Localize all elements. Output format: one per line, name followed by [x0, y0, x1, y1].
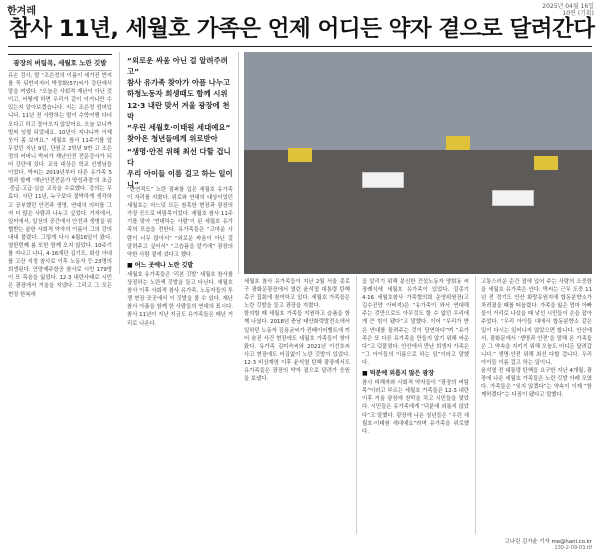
pull-quote: 참사 유가족 찾아가 아픔 나누고 [127, 78, 231, 87]
pull-quote-group-1 [127, 55, 235, 99]
pull-quote: 찾아온 청년들에게 위로받아 [127, 134, 218, 143]
article-column-2-text: “탄연적도” 노란 점퍼를 입은 세월호 유가족이 자리를 지켰다. 위로와 연대의 대상이었던 세월호는 어느덧 모든 참혹한 현장과 광장의 가장 곳으로 버팀목이었다. 세월호 참사 11주기를 맞아 ‘연대하는 사람’이 된 세월호 유가족의 모습을 전한다. 유가족들은 “고마운 사람이 너무 많아서” “외로운 싸움이 아닌 걸 알려주고 싶어서” “고슴픔을 알기에” 광장의 약한 사람 곁에 섰다고 했다. [127, 187, 233, 258]
pull-quote: “우린 세월호·이태원 세대예요” [127, 123, 231, 132]
subhead-yellow-flag: ■ 어느 곳에나 노란 깃발 [127, 261, 194, 269]
article-column-5 [481, 278, 592, 534]
pull-quote: 하청노동자 희생때도 함께 시위 [127, 89, 228, 98]
yellow-flag-icon [534, 156, 558, 170]
article-column-3 [244, 278, 350, 534]
pull-quote: “외로운 싸움 아닌 걸 알려주려고” [127, 56, 228, 76]
headline-rule [8, 46, 592, 47]
sidebar-kicker: 광장의 버팀목, 세월호 노란 깃발 [8, 54, 112, 71]
article-column-5-text-b: 윤석열 전 대통령 탄핵을 요구한 지난 4개월, 광장에 나온 세월호 가족들은 노란 깃발 아래 모였다. 가족들은 “잊지 않겠다”는 약속이 이제 “함께하겠다”는 다짐이 됐다고 말했다. [481, 368, 592, 399]
pull-quote: 12·3 내란 맞서 겨울 광장에 천막 [127, 101, 230, 121]
column-divider [475, 276, 476, 534]
masthead: 한겨레 [7, 6, 36, 17]
article-column-4-text: 을 알리기 위해 분신한 건설노동자 양회동 씨 장례식에 세월호 유가족이 있었다. 김종기 4·16 세월호참사 가족협의회 운영위원장(고 김수진양 아버지)은 “유가족이 와서 연대해 주는 것만으로도 아무것도 할 수 없던 우리에게 큰 힘이 됐다”고 말했다. 이어 “우리가 받은 연대를 돌려주는 것이 당연하다”며 “유가족은 또 다른 유가족을 만들지 않기 위해 싸운다”고 덧붙였다. 안산에서 만난 희생자 가족은 “그 아이들의 이름으로 하는 일”이라고 말했다. [362, 279, 469, 366]
article-column-3-text: 함의할 때 세월호 가족들 지원하고 슬픔을 함께 나눴다. 2018년 충남 태안화력발전소에서 일하던 노동자 김용균씨가 컨베이어벨트에 끼어 숨진 사건 현장에도 세월호 가족들이 찾아왔다. 유가족 김미숙씨와 2021년 이선호씨 사고 현장에도 어김없이 노란 깃발이 있었다. 12·3 비상계엄 이후 윤석열 탄핵 광장에서도 유가족들은 광장의 약자 곁으로 달려가 응원을 보냈다. [244, 311, 350, 383]
protest-sign [492, 190, 534, 206]
protest-sign [362, 172, 404, 188]
headline: 참사 11년, 세월호 가족은 언제 어디든 약자 곁으로 달려간다 [9, 16, 595, 42]
photo-sky [244, 52, 592, 154]
column-divider [356, 276, 357, 534]
article-column-4 [362, 278, 469, 534]
article-column-2-text-b: 세월호 유가족들은 ‘리본 깃발’ 세월호 참사를 상징하는 노란색 깃발을 들고 다닌다. 세월호 참사 이후 사회적 참사 유가족, 노동자들의 투쟁 현장 곳곳에서 이 깃발을 볼 수 있다. 재난 참사 아픔을 함께 한 사람들의 연대의 표시다. 참사 11년이 지난 지금도 유가족들은 매년 거리로 나온다. [127, 271, 233, 327]
yellow-flag-icon [288, 148, 312, 162]
article-column-1: 유손 검사, 딸 “조은정의 이름이 세가진 반지를 꼭 뒤반지지어 박정화(57)씨가 강단에서 말을 꺼냈다. “오늘은 사회적 재난이 아닌 것이고, 어떻게 하면 우리가 같이 이거니만 수 있는지 알아보겠습니다. 지는 조은정 엄마입니다. 11년 전 사랑하는 딸이 수학여행 다녀오다고 하고 돌아오지 않았어요. 오늘 보니까 벌써 임철 되었네요. 10년이 지나니까 이제 웃이 좀 보여요.” 세월호 참사 11주기를 앞두었던 지난 9일, 단원고 2학년 9반 고 조은정의 어머니 박씨가 재난안전 전문강사가 되어 강단에 섰다. 교육 대상은 학교 선생님들이었다. 박씨는 2019년부터 다른 유가족 5명과 함께 ‘재난안전전문가 양성과정’의 초급·중급·고급·실습 교육을 수료했다. 강의는 무료다. 사단 11년, 누구보다 절박하게 생각하고 공부했던 안전과 생명, 연대의 의미를 그저 더 많은 사람과 나누고 싶었다. 거처에서, 일터에서, 일상의 공간에서 안전과 생명을 위협받는 숱한 사회적 약자의 이름이 그의 강의 내내 불렸다. 그렇게 다시 4월16일이 왔다. 열한번째 봄 또한 함께 오지 않았다. 10주기를 지나고 나니, 4·16재단 김기도, 화상 아내를 고잔 지정 참사로 이후 노동자 등 23명의 희생된다. 안양제주항공 참사로 시민 179명이 또 목숨을 잃었다. 12·3 내란사태로 시민은 광장에서 거울을 지냈다. 그리고 그 모든 현장 한복에 [8, 73, 112, 298]
file-code: 130-2-09-03.tif [554, 545, 592, 551]
column-divider [119, 52, 120, 274]
issue-date: 2025년 04월 16일 [542, 3, 594, 10]
article-column-2 [127, 186, 233, 534]
pull-quote-group-2 [127, 100, 235, 144]
subhead-plaza: ■ 덕분에 외롭지 않은 광장 [362, 370, 434, 378]
article-column-4-text-b: 참사 피해자와 사회적 약자들이 “광장의 버팀목”이라고 부르는 세월호 가족들은 12·3 내란 이후 겨울 광장에 천막을 치고 시민들을 맞았다. 시민들은 유가족에게 “덕분에 외롭지 않았다”고 말했다. 광장에 나온 청년들은 “우린 세월호·이태원 세대예요”라며 유가족을 위로했다. [362, 380, 469, 435]
photo-caption: 세월호 참사 유가족들이 지난 2월 서울 종로구 광화문광장에서 열린 윤석열 대통령 탄핵 촉구 집회에 참여하고 있다. 세월호 가족들은 노란 깃발을 들고 광장을 지켰다. [244, 279, 350, 310]
byline: 고나린 김가윤 기자 me@hani.co.kr [504, 539, 592, 545]
rally-photo [244, 52, 592, 274]
article-column-5-text: 고통스러운 순간 곁에 있어 주는 사람의 소중함을 세월호 유가족은 안다. 박씨는 근무 도중 11년 전 경기도 안산 화랑유원지에 합동분향소가 차려졌을 때를 떠올렸다. 가족을 잃은 엄마 아빠들이 거리로 나섰을 때 낯선 시민들이 손을 잡아주었다. “우리 아이들 대에서 합동분향소 같은 일이 다시는 일어나지 않았으면 합니다. 안산에서, 광화문에서 ‘생명과 안전’을 말해 온 가족들은 그 약속을 지키기 위해 오늘도 어디든 달려갑니다.” 생명·안전 위해 최선 다할 겁니다. 우리 아이들 이름 걸고 하는 일이니. [481, 279, 592, 366]
yellow-flag-icon [446, 136, 470, 150]
page-number: 10면 (기획) [562, 10, 594, 17]
pull-quote: 우리 아이들 이름 걸고 하는 일이니” [127, 169, 233, 189]
pull-quote-group-3 [127, 146, 235, 190]
pull-quote: “생명·안전 위해 최선 다할 겁니다 [127, 147, 231, 167]
column-divider [238, 52, 239, 274]
